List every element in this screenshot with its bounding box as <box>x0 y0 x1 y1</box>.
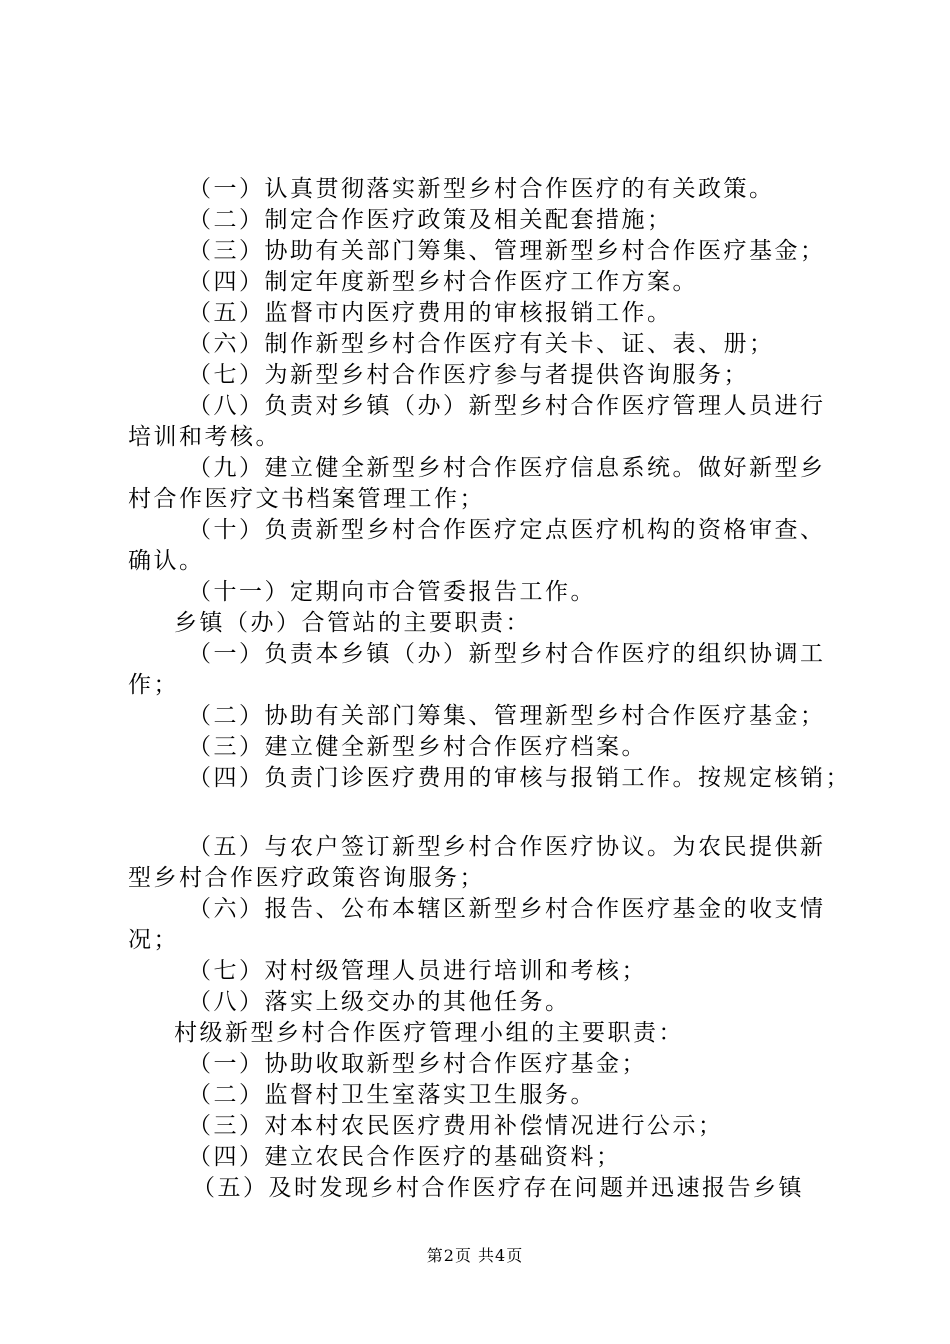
document-body <box>128 174 851 1204</box>
text-line: （二）监督村卫生室落实卫生服务。 <box>188 1082 596 1108</box>
text-line: 确认。 <box>128 548 205 574</box>
text-line: （三）建立健全新型乡村合作医疗档案。 <box>188 734 647 760</box>
text-line: （三）对本村农民医疗费用补偿情况进行公示； <box>188 1113 724 1139</box>
blank-line <box>128 794 848 832</box>
text-line: 型乡村合作医疗政策咨询服务； <box>128 865 485 891</box>
text-line: 培训和考核。 <box>128 424 281 450</box>
text-line: （五）与农户签订新型乡村合作医疗协议。为农民提供新 <box>188 834 826 860</box>
text-line: （六）报告、公布本辖区新型乡村合作医疗基金的收支情 <box>188 896 826 922</box>
text-line: （五）及时发现乡村合作医疗存在问题并迅速报告乡镇 <box>192 1175 804 1201</box>
text-line: （四）建立农民合作医疗的基础资料； <box>188 1144 622 1170</box>
text-line: （六）制作新型乡村合作医疗有关卡、证、表、册； <box>188 331 775 357</box>
text-line: （四）制定年度新型乡村合作医疗工作方案。 <box>188 269 698 295</box>
text-line: （二）制定合作医疗政策及相关配套措施； <box>188 207 673 233</box>
text-line: （一）负责本乡镇（办）新型乡村合作医疗的组织协调工 <box>188 641 826 667</box>
text-line: （一）协助收取新型乡村合作医疗基金； <box>188 1051 647 1077</box>
text-line: （五）监督市内医疗费用的审核报销工作。 <box>188 300 673 326</box>
text-line: （七）对村级管理人员进行培训和考核； <box>188 958 647 984</box>
text-line: （七）为新型乡村合作医疗参与者提供咨询服务； <box>188 362 749 388</box>
page-number: 第2页 共4页 <box>426 1246 524 1265</box>
text-line: （八）落实上级交办的其他任务。 <box>188 989 571 1015</box>
text-line: （三）协助有关部门筹集、管理新型乡村合作医疗基金； <box>188 238 826 264</box>
text-line: （九）建立健全新型乡村合作医疗信息系统。做好新型乡 <box>188 455 826 481</box>
text-line: （二）协助有关部门筹集、管理新型乡村合作医疗基金； <box>188 703 826 729</box>
text-line: （四）负责门诊医疗费用的审核与报销工作。按规定核销； <box>188 765 851 791</box>
text-line: 作； <box>128 672 179 698</box>
text-line: （十）负责新型乡村合作医疗定点医疗机构的资格审查、 <box>188 517 826 543</box>
text-line: 况； <box>128 927 179 953</box>
text-line: （一）认真贯彻落实新型乡村合作医疗的有关政策。 <box>188 176 775 202</box>
section-heading: 乡镇（办）合管站的主要职责： <box>174 610 531 636</box>
text-line: （八）负责对乡镇（办）新型乡村合作医疗管理人员进行 <box>188 393 826 419</box>
section-heading: 村级新型乡村合作医疗管理小组的主要职责： <box>174 1020 684 1046</box>
text-line: 村合作医疗文书档案管理工作； <box>128 486 485 512</box>
text-line: （十一）定期向市合管委报告工作。 <box>188 579 596 605</box>
